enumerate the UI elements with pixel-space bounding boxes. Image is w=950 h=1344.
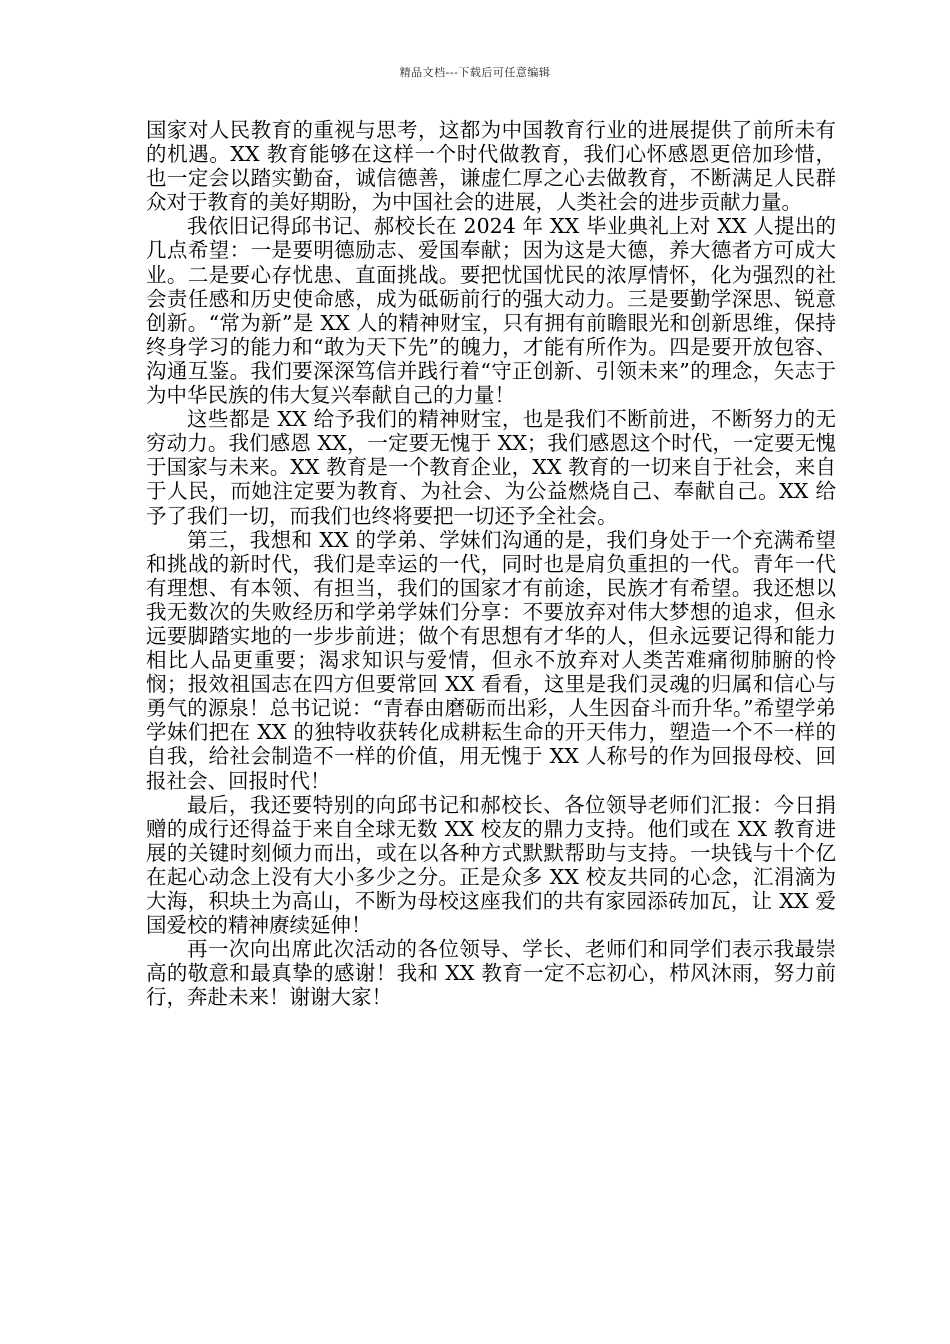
paragraph-4: 第三，我想和 XX 的学弟、学妹们沟通的是，我们身处于一个充满希望和挑战的新时代，我们是幸运的一代，同时也是肩负重担的一代。青年一代有理想、有本领、有担当，我们的国家才有前途，民族才有希望。我还想以我无数次的失败经历和学弟学妹们分享：不要放弃对伟大梦想的追求，但永远要脚踏实地的一步步前进；做个有思想有才华的人，但永远要记得和能力相比人品更重要；渴求知识与爱情，但永不放弃对人类苦难痛彻肺腑的怜悯；报效祖国志在四方但要常回 XX 看看，这里是我们灵魂的归属和信心与勇气的源泉！总书记说：“青春由磨砺而出彩，人生因奋斗而升华。”希望学弟学妹们把在 XX 的独特收获转化成耕耘生命的开天伟力，塑造一个不一样的自我，给社会制造不一样的价值，用无愧于 XX 人称号的作为回报母校、回报社会、回报时代！ <box>146 527 836 793</box>
document-body <box>146 118 836 1009</box>
page-header: 精品文档---下载后可任意编辑 <box>399 66 551 79</box>
paragraph-1: 国家对人民教育的重视与思考，这都为中国教育行业的进展提供了前所未有的机遇。XX 教育能够在这样一个时代做教育，我们心怀感恩更倍加珍惜，也一定会以踏实勤奋，诚信德善，谦虚仁厚之心去做教育，不断满足人民群众对于教育的美好期盼，为中国社会的进展，人类社会的进步贡献力量。 <box>146 118 836 215</box>
paragraph-6: 再一次向出席此次活动的各位领导、学长、老师们和同学们表示我最崇高的敬意和最真挚的感谢！我和 XX 教育一定不忘初心，栉风沐雨，努力前行，奔赴未来！谢谢大家！ <box>146 937 836 1010</box>
paragraph-2: 我依旧记得邱书记、郝校长在 2024 年 XX 毕业典礼上对 XX 人提出的几点希望：一是要明德励志、爱国奉献；因为这是大德，养大德者方可成大业。二是要心存忧患、直面挑战。要把忧国忧民的浓厚情怀，化为强烈的社会责任感和历史使命感，成为砥砺前行的强大动力。三是要勤学深思、锐意创新。“常为新”是 XX 人的精神财宝，只有拥有前瞻眼光和创新思维，保持终身学习的能力和“敢为天下先”的魄力，才能有所作为。四是要开放包容、沟通互鉴。我们要深深笃信并践行着“守正创新、引领未来”的理念，矢志于为中华民族的伟大复兴奉献自己的力量！ <box>146 214 836 408</box>
paragraph-5: 最后，我还要特别的向邱书记和郝校长、各位领导老师们汇报：今日捐赠的成行还得益于来自全球无数 XX 校友的鼎力支持。他们或在 XX 教育进展的关键时刻倾力而出，或在以各种方式默默帮助与支持。一块钱与十个亿在起心动念上没有大小多少之分。正是众多 XX 校友共同的心念，汇涓滴为大海，积块土为高山，不断为母校这座我们的共有家园添砖加瓦，让 XX 爱国爱校的精神赓续延伸！ <box>146 792 836 938</box>
paragraph-3: 这些都是 XX 给予我们的精神财宝，也是我们不断前进，不断努力的无穷动力。我们感恩 XX，一定要无愧于 XX；我们感恩这个时代，一定要无愧于国家与未来。XX 教育是一个教育企业，XX 教育的一切来自于社会，来自于人民，而她注定要为教育、为社会、为公益燃烧自己、奉献自己。XX 给予了我们一切，而我们也终将要把一切还予全社会。 <box>146 407 836 528</box>
